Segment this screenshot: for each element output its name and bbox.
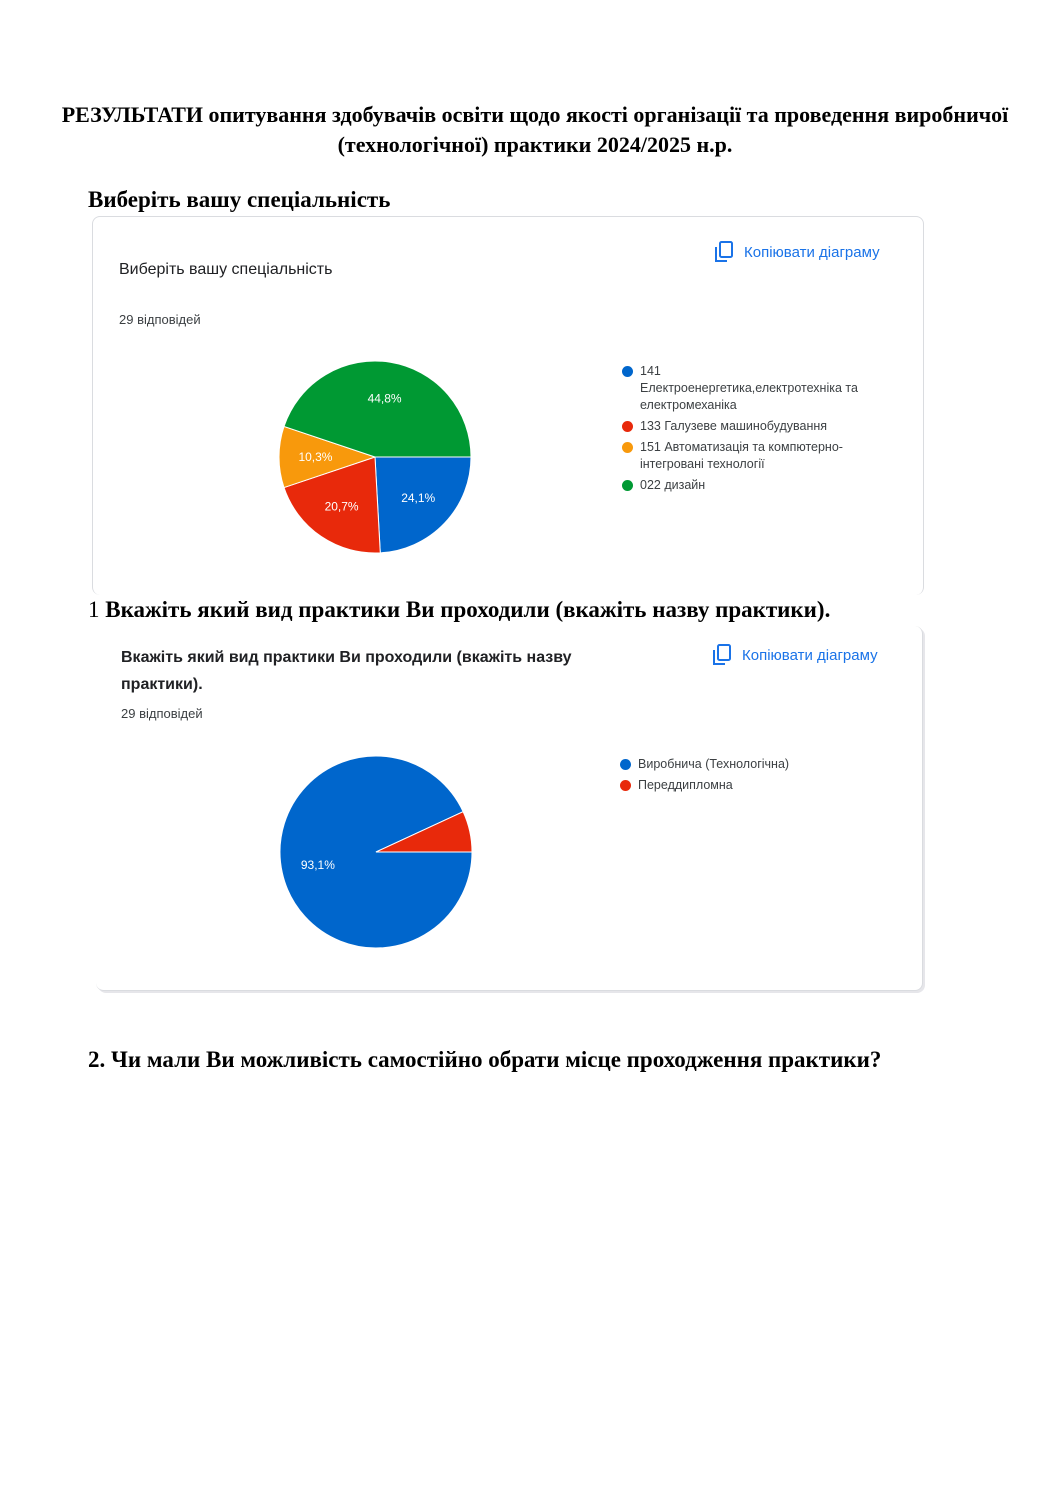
- pie-slice: [375, 457, 471, 553]
- legend-dot-icon: [622, 480, 633, 491]
- copy-chart-label: Копіювати діаграму: [744, 243, 880, 261]
- question-text: Вкажіть який вид практики Ви проходили (вкажіть назву практики).: [105, 597, 831, 622]
- legend-label: 133 Галузеве машинобудування: [640, 419, 828, 433]
- legend-item: [622, 477, 892, 494]
- legend-dot-icon: [622, 442, 633, 453]
- question-number: 1: [88, 597, 100, 622]
- legend-label: 141: [640, 364, 661, 378]
- pie-data-label: 10,3%: [298, 450, 333, 464]
- legend-label: Виробнича (Технологічна): [638, 757, 790, 771]
- legend-dot-icon: [620, 780, 631, 791]
- copy-icon: [712, 644, 732, 666]
- pie-data-label: 44,8%: [367, 391, 402, 406]
- chart-legend: [620, 756, 890, 798]
- legend-label: Електроенергетика,електротехніка та: [640, 381, 858, 395]
- response-count: 29 відповідей: [119, 312, 201, 327]
- legend-dot-icon: [622, 366, 633, 377]
- legend-label: Переддипломна: [638, 778, 733, 792]
- question-heading-practice-type: [88, 597, 830, 623]
- chart-card-specialty: [92, 216, 924, 595]
- pie-data-label: 20,7%: [324, 499, 359, 514]
- copy-chart-button[interactable]: [714, 241, 880, 263]
- pie-chart-specialty: [279, 361, 479, 561]
- pie-data-label: 24,1%: [401, 490, 436, 505]
- document-title: РЕЗУЛЬТАТИ опитування здобувачів освіти щодо якості організації та проведення виробничої (технологічної) практики 2024/2025 н.р.: [61, 102, 1009, 157]
- card-title: Вкажіть який вид практики Ви проходили (вкажіть назву практики).: [121, 649, 572, 693]
- legend-label: інтегровані технології: [640, 457, 765, 471]
- legend-item: [622, 439, 892, 473]
- pie-data-label: 93,1%: [300, 857, 335, 872]
- legend-item: [622, 363, 892, 414]
- copy-chart-button[interactable]: [712, 644, 878, 666]
- chart-legend: [622, 363, 892, 498]
- legend-label: електромеханіка: [640, 398, 737, 412]
- response-count: 29 відповідей: [121, 706, 203, 721]
- copy-chart-label: Копіювати діаграму: [742, 646, 878, 664]
- legend-label: 151 Автоматизація та компютерно-: [640, 440, 843, 454]
- legend-dot-icon: [622, 421, 633, 432]
- card-title: Виберіть вашу спеціальність: [119, 261, 333, 278]
- legend-dot-icon: [620, 759, 631, 770]
- legend-item: [622, 418, 892, 435]
- chart-card-practice-type: [96, 626, 923, 991]
- copy-icon: [714, 241, 734, 263]
- legend-item: [620, 756, 890, 773]
- pie-chart-practice-type: [280, 756, 480, 956]
- question-heading-place-choice: 2. Чи мали Ви можливість самостійно обрати місце проходження практики?: [88, 1047, 882, 1072]
- legend-item: [620, 777, 890, 794]
- question-heading-specialty: Виберіть вашу спеціальність: [88, 187, 391, 212]
- legend-label: 022 дизайн: [640, 478, 706, 492]
